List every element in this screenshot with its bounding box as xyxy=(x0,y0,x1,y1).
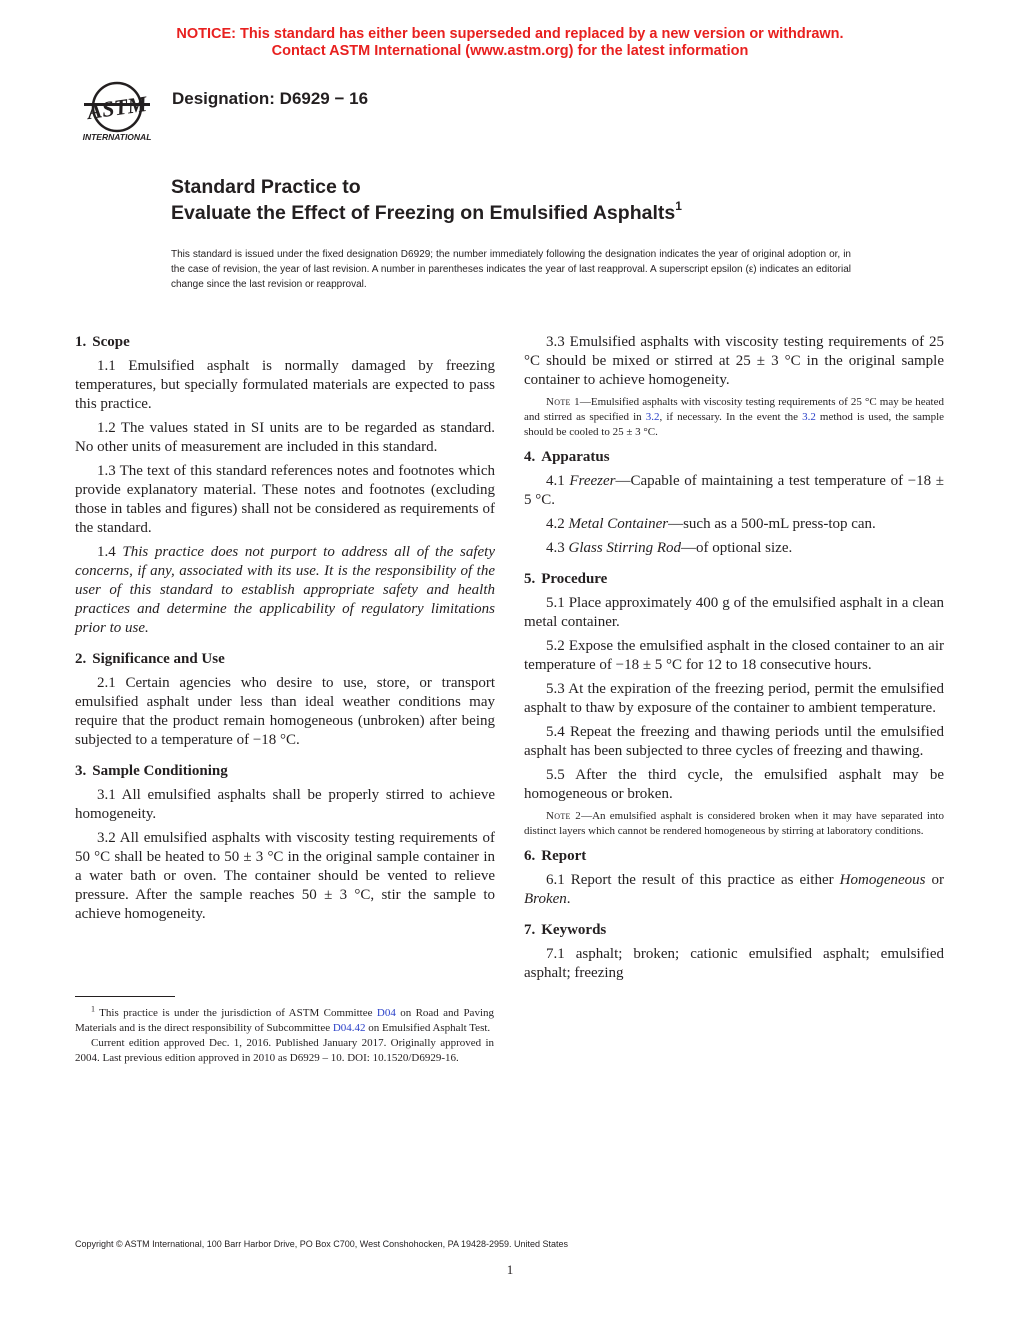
astm-logo xyxy=(70,76,164,146)
note-2 xyxy=(524,809,944,839)
superseded-notice xyxy=(0,26,1020,60)
para-5-2: 5.2 Expose the emulsified asphalt in the closed container to an air temperature of −18 ± 5 °C for 12 to 18 consecutive hours. xyxy=(524,638,944,673)
footnote-text-b: on Road and Paving Materials and is the direct responsibility of Subcommittee xyxy=(75,1007,494,1034)
section-3-heading xyxy=(75,762,495,781)
note-1-text-c: method is used, the sample should be cooled to 25 ± 3 °C. xyxy=(524,411,945,438)
page-number: 1 xyxy=(506,1262,514,1277)
para-1-1: 1.1 Emulsified asphalt is normally damaged by freezing temperatures, but specially formulated materials are expected to pass this practice. xyxy=(75,358,495,412)
para-4-2-number: 4.2 xyxy=(546,516,565,532)
title-line-2-text: Evaluate the Effect of Freezing on Emulsified Asphalts xyxy=(171,202,676,224)
para-4-2-term: Metal Container xyxy=(568,516,669,532)
section-5-title: Procedure xyxy=(541,571,608,587)
section-5-heading xyxy=(524,570,944,589)
para-4-3-text: —of optional size. xyxy=(681,540,793,556)
right-column xyxy=(524,333,944,988)
section-6-heading xyxy=(524,847,944,866)
para-4-1-number: 4.1 xyxy=(546,473,565,489)
footnote-mark: 1 xyxy=(91,1004,95,1014)
section-7-number: 7. xyxy=(524,922,536,938)
note-1-label: Note 1 xyxy=(546,396,580,408)
footnote xyxy=(75,1006,494,1066)
note-1 xyxy=(524,395,944,440)
section-2-title: Significance and Use xyxy=(92,651,225,667)
footnote-edition: Current edition approved Dec. 1, 2016. Published January 2017. Originally approved in 2004. Last previous edition approved in 2010 as D6929 – 10. DOI: 10.1520/D6929-16. xyxy=(75,1037,494,1064)
copyright: Copyright © ASTM International, 100 Barr Harbor Drive, PO Box C700, West Conshohocken, PA 19428-2959. United States xyxy=(75,1239,569,1249)
para-3-3: 3.3 Emulsified asphalts with viscosity testing requirements of 25 °C should be mixed or stirred at 25 ± 3 °C in the original sample container to achieve homogeneity. xyxy=(524,334,944,388)
section-5-number: 5. xyxy=(524,571,536,587)
notice-line-2: Contact ASTM International (www.astm.org) for the latest information xyxy=(271,43,749,59)
section-4-title: Apparatus xyxy=(541,449,610,465)
para-3-2: 3.2 All emulsified asphalts with viscosity testing requirements of 50 °C shall be heated to 50 ± 3 °C in the original sample container in a water bath or oven. The container should be vented to relieve pressure. After the sample reaches 50 ± 3 °C, stir the sample to achieve homogeneity. xyxy=(75,830,495,922)
document-title xyxy=(171,174,682,226)
para-1-2: 1.2 The values stated in SI units are to be regarded as standard. No other units of measurement are included in this standard. xyxy=(75,420,495,455)
section-6-number: 6. xyxy=(524,848,536,864)
para-7-1: 7.1 asphalt; broken; cationic emulsified asphalt; emulsified asphalt; freezing xyxy=(524,946,944,981)
link-committee-d04[interactable]: D04 xyxy=(376,1007,396,1019)
section-1-number: 1. xyxy=(75,334,87,350)
para-1-4 xyxy=(75,543,495,638)
para-3-1: 3.1 All emulsified asphalts shall be properly stirred to achieve homogeneity. xyxy=(75,787,495,822)
title-line-1: Standard Practice to xyxy=(171,176,361,198)
logo-text: ASTM xyxy=(85,90,149,125)
section-7-heading xyxy=(524,921,944,940)
section-2-heading xyxy=(75,650,495,669)
footnote-divider xyxy=(75,996,175,997)
para-1-3: 1.3 The text of this standard references notes and footnotes which provide explanatory material. These notes and footnotes (excluding those in tables and figures) shall not be considered as requirements of the standard. xyxy=(75,463,495,536)
para-2-1: 2.1 Certain agencies who desire to use, store, or transport emulsified asphalt under less than ideal weather conditions may require that the product remain homogeneous (unbroken) after being subjected to a temperature of −18 °C. xyxy=(75,675,495,748)
para-6-1-text-a: 6.1 Report the result of this practice as either xyxy=(546,872,840,888)
para-1-4-text: This practice does not purport to address all of the safety concerns, if any, associated with its use. It is the responsibility of the user of this standard to establish appropriate safety and health practices and determine the applicability of regulatory limitations prior to use. xyxy=(75,544,496,636)
link-section-3-2-second[interactable]: 3.2 xyxy=(802,411,816,423)
title-line-2 xyxy=(171,200,682,226)
para-1-4-number: 1.4 xyxy=(97,544,116,560)
para-4-3 xyxy=(524,539,944,558)
para-5-5: 5.5 After the third cycle, the emulsified asphalt may be homogeneous or broken. xyxy=(524,767,944,802)
footnote-text-c: on Emulsified Asphalt Test. xyxy=(365,1022,491,1034)
section-1-heading xyxy=(75,333,495,352)
para-4-3-term: Glass Stirring Rod xyxy=(568,540,682,556)
para-4-3-number: 4.3 xyxy=(546,540,565,556)
link-section-3-2[interactable]: 3.2 xyxy=(645,411,660,423)
section-3-number: 3. xyxy=(75,763,87,779)
para-4-2 xyxy=(524,515,944,534)
issued-note: This standard is issued under the fixed designation D6929; the number immediately following the designation indicates the year of original adoption or, in the case of revision, the year of last revision. A number in parentheses indicates the year of last reapproval. A superscript epsilon (ε) indicates an editorial change since the last revision or reapproval. xyxy=(171,249,851,290)
note-1-text-a: —Emulsified asphalts with viscosity testing requirements of 25 °C may be heated and stirred as specified in xyxy=(524,396,944,423)
link-subcommittee-d04-42[interactable]: D04.42 xyxy=(332,1022,366,1034)
footnote-1 xyxy=(75,1006,494,1036)
note-2-text: —An emulsified asphalt is considered broken when it may have separated into distinct layers which cannot be rendered homogeneous by stirring at laboratory conditions. xyxy=(524,810,944,837)
para-6-1 xyxy=(524,871,944,909)
section-3-title: Sample Conditioning xyxy=(92,763,228,779)
para-4-1-term: Freezer xyxy=(569,473,616,489)
para-4-2-text: —such as a 500-mL press-top can. xyxy=(668,516,876,532)
para-5-1: 5.1 Place approximately 400 g of the emulsified asphalt in a clean metal container. xyxy=(524,595,944,630)
para-5-3: 5.3 At the expiration of the freezing period, permit the emulsified asphalt to thaw by exposure of the container to ambient temperature. xyxy=(524,681,944,716)
para-6-1-text-b: or xyxy=(925,872,944,888)
para-6-1-term-broken: Broken xyxy=(524,891,567,907)
section-2-number: 2. xyxy=(75,651,87,667)
section-7-title: Keywords xyxy=(541,922,607,938)
left-column xyxy=(75,333,495,929)
section-4-number: 4. xyxy=(524,449,536,465)
section-4-heading xyxy=(524,448,944,467)
logo-subtext: INTERNATIONAL xyxy=(82,132,152,142)
designation: Designation: D6929 − 16 xyxy=(172,89,369,108)
section-1-title: Scope xyxy=(92,334,130,350)
para-6-1-text-c: . xyxy=(566,891,571,907)
para-4-1 xyxy=(524,472,944,510)
notice-line-1: NOTICE: This standard has either been superseded and replaced by a new version or withdrawn. xyxy=(176,26,844,42)
para-4-1-text: —Capable of maintaining a test temperature of −18 ± 5 °C. xyxy=(524,473,945,508)
title-footnote-mark: 1 xyxy=(675,198,682,213)
para-5-4: 5.4 Repeat the freezing and thawing periods until the emulsified asphalt has been subjected to three cycles of freezing and thawing. xyxy=(524,724,944,759)
note-2-label: Note 2 xyxy=(546,810,582,822)
para-6-1-term-homogeneous: Homogeneous xyxy=(839,872,926,888)
section-6-title: Report xyxy=(541,848,587,864)
footnote-text-a: This practice is under the jurisdiction of ASTM Committee xyxy=(95,1007,377,1019)
note-1-text-b: , if necessary. In the event the xyxy=(659,411,803,423)
